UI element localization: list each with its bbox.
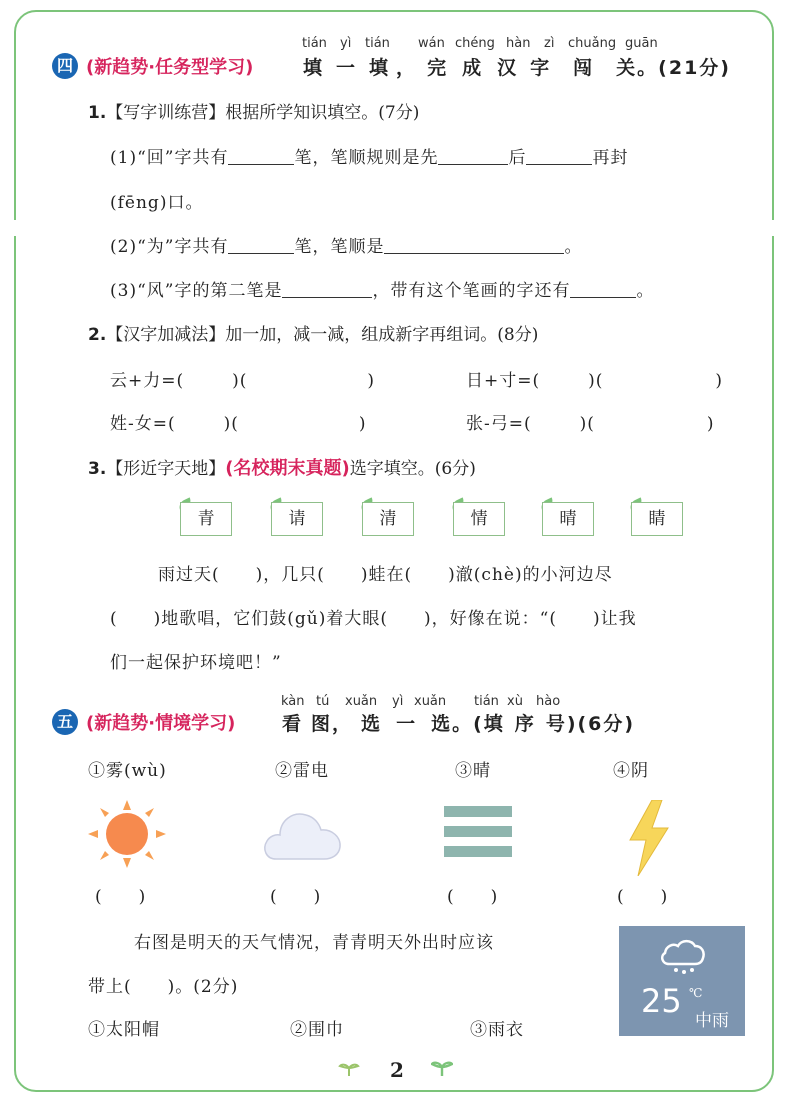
- q1-line3: (2)“为”字共有 笔，笔顺是 。: [110, 237, 583, 257]
- choice-scarf: ②围巾: [290, 1020, 344, 1040]
- blank[interactable]: [384, 235, 564, 254]
- char-card[interactable]: 情: [453, 502, 505, 536]
- weather-question-2: 带上( )。(2分): [88, 977, 239, 997]
- weather-card: [619, 926, 745, 1036]
- option-fog: ①雾(wù): [88, 761, 167, 781]
- section-tag: (新趋势·情境学习): [86, 713, 236, 734]
- pinyin-5: chéng: [455, 36, 495, 51]
- choice-sunhat: ①太阳帽: [88, 1020, 160, 1040]
- pinyin-4: wán: [418, 36, 445, 51]
- lightning-icon: [626, 800, 670, 876]
- pinyin-1: kàn: [281, 694, 305, 709]
- pinyin-2: tú: [316, 694, 330, 709]
- blank[interactable]: [526, 146, 592, 165]
- blank[interactable]: [570, 279, 636, 298]
- answer-blank[interactable]: ( ): [617, 887, 669, 907]
- char-card[interactable]: 睛: [631, 502, 683, 536]
- char-card[interactable]: 晴: [542, 502, 594, 536]
- section-number: 四: [52, 53, 78, 79]
- section-title: 看 图， 选 一 选。(填 序 号)(6分): [282, 713, 636, 735]
- option-thunder: ②雷电: [275, 761, 329, 781]
- section-number: 五: [52, 709, 78, 735]
- weather-condition: 中雨: [695, 1011, 729, 1031]
- weather-question: 右图是明天的天气情况，青青明天外出时应该: [134, 933, 494, 953]
- pinyin-3: xuǎn: [345, 694, 378, 709]
- sprout-icon: [338, 1062, 360, 1076]
- char-card[interactable]: 青: [180, 502, 232, 536]
- q2-item-3: 姓-女=( )( ): [110, 414, 367, 434]
- section-tag: (新趋势·任务型学习): [86, 57, 254, 78]
- pinyin-8: hào: [536, 694, 561, 709]
- q2-item-2: 日+寸=( )( ): [466, 371, 724, 391]
- option-sunny: ③晴: [455, 761, 491, 781]
- q1-line4: (3)“风”字的第二笔是 ，带有这个笔画的字还有 。: [110, 281, 655, 301]
- pinyin-3: tián: [365, 36, 390, 51]
- temperature: 25: [641, 982, 682, 1020]
- char-card[interactable]: 清: [362, 502, 414, 536]
- choice-raincoat: ③雨衣: [470, 1020, 524, 1040]
- blank[interactable]: [438, 146, 508, 165]
- section-title: 填 一 填 ， 完 成 汉 字 闯 关。(21分): [303, 57, 731, 79]
- temperature-unit: ℃: [689, 986, 703, 1000]
- blank[interactable]: [228, 146, 294, 165]
- pinyin-9: guān: [625, 36, 658, 51]
- q1-line2: (fēng)口。: [110, 193, 204, 213]
- blank[interactable]: [282, 279, 372, 298]
- q2-title: 2.【汉字加减法】加一加，减一减，组成新字再组词。(8分): [88, 325, 539, 345]
- answer-blank[interactable]: ( ): [270, 887, 322, 907]
- q2-item-4: 张-弓=( )( ): [466, 414, 715, 434]
- pinyin-7: zì: [544, 36, 555, 51]
- blank[interactable]: [228, 235, 294, 254]
- pinyin-4: yì: [392, 694, 404, 709]
- pinyin-6: tián: [474, 694, 499, 709]
- q3-para-2: ( )地歌唱，它们鼓(gǔ)着大眼( )，好像在说：“( )让我: [110, 609, 637, 629]
- sprout-icon: [431, 1060, 453, 1076]
- q2-item-1: 云+力=( )( ): [110, 371, 376, 391]
- rain-cloud-icon: [659, 938, 705, 978]
- cloud-icon: [262, 803, 342, 863]
- pinyin-5: xuǎn: [414, 694, 447, 709]
- q3-para-1: 雨过天( )，几只( )蛙在( )澈(chè)的小河边尽: [158, 565, 613, 585]
- q3-para-3: 们一起保护环境吧！”: [110, 653, 282, 673]
- answer-blank[interactable]: ( ): [447, 887, 499, 907]
- answer-blank[interactable]: ( ): [95, 887, 147, 907]
- torn-edge: [0, 220, 790, 236]
- pinyin-6: hàn: [506, 36, 531, 51]
- sun-icon: [88, 800, 166, 868]
- q1-title: 1.【写字训练营】根据所学知识填空。(7分): [88, 103, 420, 123]
- fog-icon: [444, 806, 512, 858]
- page-number: 2: [390, 1058, 404, 1082]
- char-card[interactable]: 请: [271, 502, 323, 536]
- pinyin-1: tián: [302, 36, 327, 51]
- q1-line1: (1)“回”字共有 笔，笔顺规则是先 后 再封: [110, 148, 629, 168]
- pinyin-8: chuǎng: [568, 36, 617, 51]
- q3-title: 3.【形近字天地】(名校期末真题)选字填空。(6分): [88, 458, 476, 479]
- pinyin-7: xù: [507, 694, 523, 709]
- option-cloudy: ④阴: [613, 761, 649, 781]
- pinyin-2: yì: [340, 36, 352, 51]
